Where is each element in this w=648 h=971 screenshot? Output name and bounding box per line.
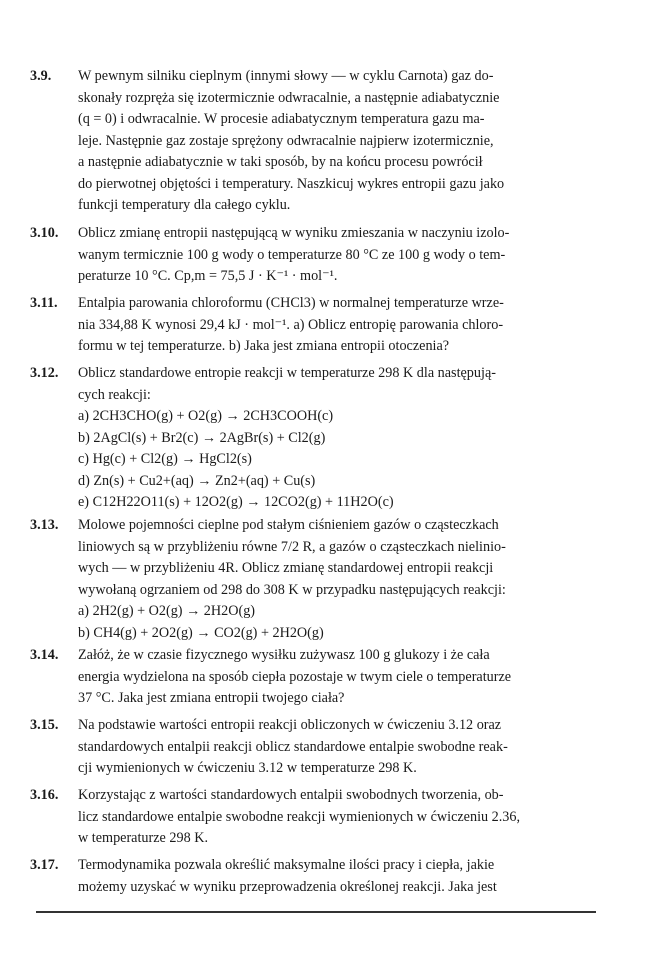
exercise-line: Entalpia parowania chloroformu (CHCl3) w normalnej temperaturze wrze- [78,295,504,311]
reaction-item: a) 2CH3CHO(g) + O2(g) → 2CH3COOH(c) [78,408,334,424]
exercise-3-16 [30,785,598,850]
exercise-number: 3.13. [30,517,59,533]
exercise-number: 3.15. [30,717,59,733]
exercise-number: 3.16. [30,787,59,803]
exercise-line: energia wydzielona na sposób ciepła pozostaje w twym ciele o temperaturze [78,668,512,685]
exercise-line: wych — w przybliżeniu 4R. Oblicz zmianę standardowej entropii reakcji [78,560,494,576]
exercise-number: 3.11. [30,295,58,311]
reaction-item: e) C12H22O11(s) + 12O2(g) → 12CO2(g) + 11H2O(c) [78,494,394,510]
exercise-3-15 [30,715,598,780]
exercise-line: Na podstawie wartości entropii reakcji obliczonych w ćwiczeniu 3.12 oraz [78,717,502,733]
exercise-3-14 [30,645,598,710]
reaction-item: d) Zn(s) + Cu2+(aq) → Zn2+(aq) + Cu(s) [78,472,316,489]
exercise-line: (q = 0) i odwracalnie. W procesie adiabatycznym temperatura gazu ma- [78,111,485,127]
exercise-line: formu w tej temperaturze. b) Jaka jest zmiana entropii otoczenia? [78,338,450,354]
exercise-line: Załóż, że w czasie fizycznego wysiłku zużywasz 100 g glukozy i że cała [78,647,490,663]
exercise-number: 3.17. [30,857,59,873]
exercise-line: leje. Następnie gaz zostaje sprężony odwracalnie najpierw izotermicznie, [78,132,494,149]
exercise-line: Korzystając z wartości standardowych entalpii swobodnych tworzenia, ob- [78,787,504,803]
exercise-3-13 [30,515,598,644]
reaction-item: c) Hg(c) + Cl2(g) → HgCl2(s) [78,451,252,467]
exercise-line: 37 °C. Jaka jest zmiana entropii twojego ciała? [78,690,345,706]
exercise-3-9 [30,66,598,217]
exercise-line: Termodynamika pozwala określić maksymalne ilości pracy i ciepła, jakie [78,857,495,873]
exercise-number: 3.9. [30,68,52,84]
exercise-line: Oblicz standardowe entropie reakcji w temperaturze 298 K dla następują- [78,365,496,381]
exercise-line: do pierwotnej objętości i temperatury. Naszkicuj wykres entropii gazu jako [78,175,505,192]
reaction-item: b) 2AgCl(s) + Br2(c) → 2AgBr(s) + Cl2(g) [78,429,326,446]
exercise-line: nia 334,88 K wynosi 29,4 kJ · mol⁻¹. a) Oblicz entropię parowania chloro- [78,316,504,333]
exercise-line: standardowych entalpii reakcji oblicz standardowe entalpie swobodne reak- [78,738,508,755]
exercise-line: skonały rozpręża się izotermicznie odwracalnie, a następnie adiabatycznie [78,89,500,106]
exercise-line: Oblicz zmianę entropii następującą w wyniku zmieszania w naczyniu izolo- [78,225,510,241]
page-bottom-rule [36,911,596,913]
exercise-3-17 [30,855,598,898]
exercise-line: cych reakcji: [78,386,151,403]
exercise-number: 3.14. [30,647,59,663]
exercise-line: peraturze 10 °C. Cp,m = 75,5 J · K⁻¹ · mol⁻¹. [78,268,338,284]
exercise-line: wanym termicznie 100 g wody o temperaturze 80 °C ze 100 g wody o tem- [78,246,506,263]
exercise-3-10 [30,223,598,288]
exercise-line: cji wymienionych w ćwiczeniu 3.12 w temperaturze 298 K. [78,760,417,776]
exercise-line: możemy uzyskać w wyniku przeprowadzenia określonej reakcji. Jaka jest [78,878,497,895]
exercise-3-11 [30,293,598,358]
exercise-3-12 [30,363,598,514]
reaction-item: b) CH4(g) + 2O2(g) → CO2(g) + 2H2O(g) [78,624,324,641]
exercise-line: funkcji temperatury dla całego cyklu. [78,197,291,213]
exercise-line: a następnie adiabatycznie w taki sposób, by na końcu procesu powrócił [78,154,483,170]
exercise-number: 3.12. [30,365,59,381]
exercise-line: Molowe pojemności cieplne pod stałym ciśnieniem gazów o cząsteczkach [78,517,499,533]
exercise-line: licz standardowe entalpie swobodne reakcji wymienionych w ćwiczeniu 2.36, [78,808,521,825]
reaction-item: a) 2H2(g) + O2(g) → 2H2O(g) [78,603,256,619]
exercise-line: w temperaturze 298 K. [78,830,209,846]
exercise-line: liniowych są w przybliżeniu równe 7/2 R, a gazów o cząsteczkach nielinio- [78,538,506,555]
exercise-number: 3.10. [30,225,59,241]
exercise-line: wywołaną ogrzaniem od 298 do 308 K w przypadku następujących reakcji: [78,581,506,598]
exercise-line: W pewnym silniku cieplnym (innymi słowy — w cyklu Carnota) gaz do- [78,68,494,84]
